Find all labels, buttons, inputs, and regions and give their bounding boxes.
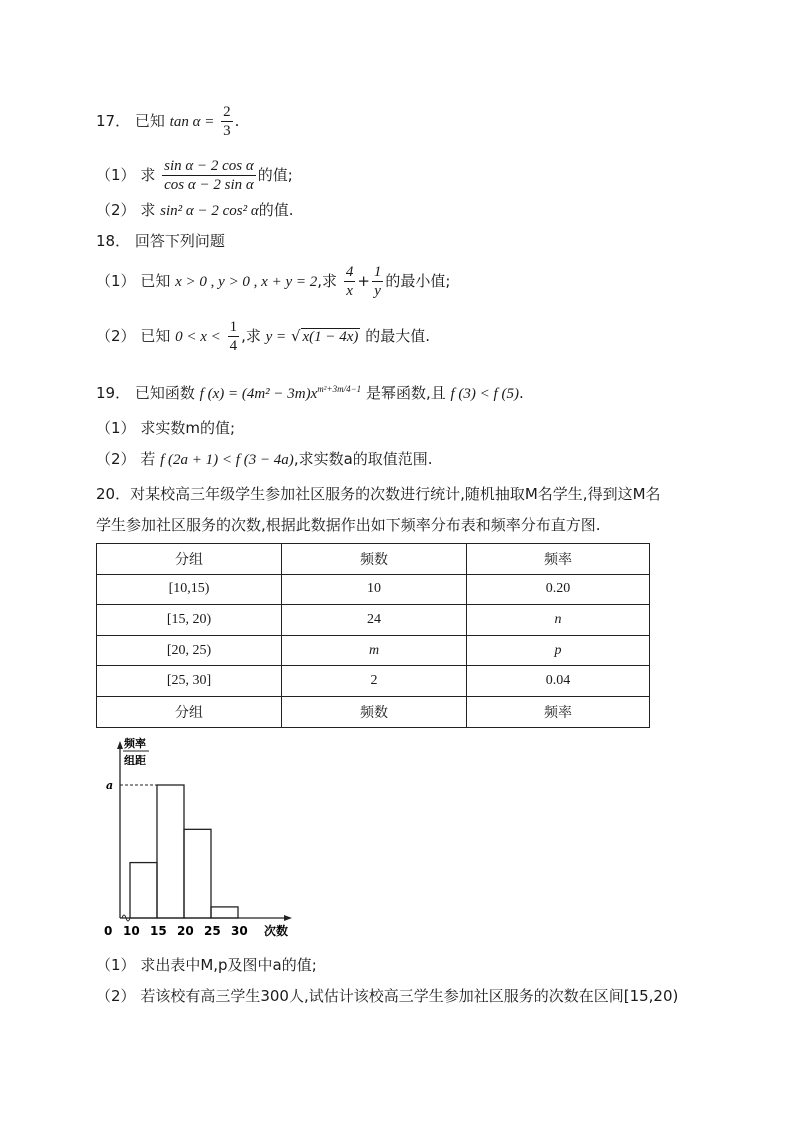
q17-part1-num: sin α − 2 cos α [164, 158, 254, 174]
q20-part2-label: （2） [96, 987, 136, 1005]
x-tick-label: 30 [231, 924, 248, 938]
q19-exponent: m²+3m/4−1 [317, 384, 362, 394]
q17-given-num: 2 [223, 104, 231, 120]
x-tick-labels [104, 924, 248, 938]
x-tick-label: 15 [150, 924, 167, 938]
table-cell: [25, 30] [97, 666, 282, 697]
table-cell: 分组 [97, 696, 282, 727]
q17-stem [96, 103, 239, 140]
q18-part1-frac2-den: y [374, 283, 381, 299]
q19-part2-expr: f (2a + 1) < f (3 − 4a) [160, 452, 294, 468]
q17-part1-label: （1） [96, 166, 136, 184]
q20-part2 [96, 986, 678, 1006]
x-tick-label: 25 [204, 924, 221, 938]
q17-end: . [234, 112, 240, 130]
q20-stem-line1 [96, 484, 661, 504]
table-row [97, 574, 650, 605]
table-cell: [15, 20) [97, 605, 282, 636]
table-row [97, 666, 650, 697]
q17-part1 [96, 157, 293, 194]
q19-part1-label: （1） [96, 419, 136, 437]
table-cell: 10 [282, 574, 467, 605]
q17-part1-lead: 求 [140, 166, 156, 184]
q19-end: . [518, 384, 524, 402]
q18-part2-cond: 0 < x < [175, 329, 221, 345]
q18-part2 [96, 318, 430, 355]
q18-part1-frac1-num: 4 [345, 264, 354, 280]
x-axis-arrow-icon [284, 915, 292, 921]
q19-part2-lead: 若 [140, 450, 156, 468]
table-cell: p [467, 635, 650, 666]
table-cell: [10,15) [97, 574, 282, 605]
q19-part2-label: （2） [96, 450, 136, 468]
histogram-bar [211, 907, 238, 918]
q19-stem [96, 379, 524, 404]
q20-part1-label: （1） [96, 956, 136, 974]
q20-part2-text: 若该校有高三学生300人,试估计该校高三学生参加社区服务的次数在区间[15,20) [140, 987, 679, 1005]
q20-number: 20． [96, 485, 131, 503]
q20-part1 [96, 955, 317, 975]
x-tick-label: 20 [177, 924, 194, 938]
q18-title: 回答下列问题 [134, 232, 225, 250]
q18-part1-frac1-den: x [346, 283, 353, 299]
table-cell: 频数 [282, 544, 467, 575]
q17-part2-label: （2） [96, 201, 136, 219]
q17-lead: 已知 [134, 112, 165, 130]
q18-part1-label: （1） [96, 272, 136, 290]
q17-given-fraction [221, 103, 233, 140]
table-cell: 0.20 [467, 574, 650, 605]
q17-part2-lead: 求 [140, 201, 156, 219]
q19-number: 19． [96, 384, 131, 402]
sqrt-icon: √ [290, 327, 301, 345]
frequency-table [96, 543, 650, 728]
table-cell: 2 [282, 666, 467, 697]
q17-part1-tail: 的值; [257, 166, 293, 184]
table-cell: m [282, 635, 467, 666]
q18-part2-frac-den: 4 [229, 338, 238, 354]
q18-part1-frac2 [372, 263, 384, 300]
histogram [104, 736, 304, 940]
table-cell: 0.04 [467, 666, 650, 697]
q18-part1-tail: 的最小值; [385, 272, 451, 290]
table-header-row [97, 544, 650, 575]
x-tick-label: 10 [123, 924, 140, 938]
q19-part2 [96, 449, 433, 470]
histogram-bar [130, 863, 157, 918]
histogram-bar [184, 829, 211, 918]
ylabel-bottom: 组距 [124, 754, 146, 767]
q18-part2-tail: 的最大值. [365, 327, 430, 345]
q19-part2-tail: ,求实数a的取值范围. [293, 450, 433, 468]
table-footer-row [97, 696, 650, 727]
table-row [97, 605, 650, 636]
q18-part2-label: （2） [96, 327, 136, 345]
y-axis-arrow-icon [117, 741, 123, 749]
q17-number: 17． [96, 112, 131, 130]
q18-part1 [96, 263, 450, 300]
table-cell: 分组 [97, 544, 282, 575]
q18-part2-radicand: x(1 − 4x) [302, 329, 359, 345]
q18-part1-frac1 [344, 263, 356, 300]
q19-func: f (x) = (4m² − 3m)x [199, 386, 318, 402]
table-cell: n [467, 605, 650, 636]
q18-part2-frac-num: 1 [229, 319, 238, 335]
q19-mid: 是幂函数,且 [365, 384, 446, 402]
ylabel-top: 频率 [124, 737, 146, 750]
q17-given-lhs: tan α = [169, 114, 215, 130]
xlabel: 次数 [264, 924, 289, 938]
table-cell: 24 [282, 605, 467, 636]
q17-part1-fraction [162, 157, 256, 194]
q17-part2 [96, 200, 294, 221]
q18-part1-frac2-num: 1 [373, 264, 382, 280]
q18-stem [96, 231, 225, 251]
q20-line2: 学生参加社区服务的次数,根据此数据作出如下频率分布表和频率分布直方图. [96, 516, 601, 534]
q19-cond: f (3) < f (5) [450, 386, 519, 402]
table-cell: [20, 25) [97, 635, 282, 666]
x-tick-label: 0 [104, 924, 113, 938]
q20-line1: 对某校高三年级学生参加社区服务的次数进行统计,随机抽取M名学生,得到这M名 [130, 485, 661, 503]
q18-part1-plus: + [357, 272, 370, 290]
q19-lead: 已知函数 [134, 384, 195, 402]
q17-given-den: 3 [223, 123, 231, 139]
bars-group [130, 785, 238, 918]
q17-part2-expr: sin² α − 2 cos² α [160, 203, 259, 219]
table-cell: 频率 [467, 696, 650, 727]
q18-part2-mid: ,求 [241, 327, 261, 345]
q20-stem-line2 [96, 515, 601, 535]
a-label: a [106, 779, 114, 792]
q17-part2-tail: 的值. [258, 201, 294, 219]
q18-part2-lead: 已知 [140, 327, 171, 345]
q19-part1 [96, 418, 235, 438]
q18-number: 18． [96, 232, 131, 250]
q18-part2-y: y = [265, 329, 287, 345]
q17-part1-den: cos α − 2 sin α [164, 177, 254, 193]
q18-part1-mid: ,求 [317, 272, 338, 290]
histogram-bar [157, 785, 184, 918]
q18-part2-fraction [228, 318, 240, 355]
table-cell: 频率 [467, 544, 650, 575]
table-row [97, 635, 650, 666]
q18-part1-lead: 已知 [140, 272, 171, 290]
q20-part1-text: 求出表中M,p及图中a的值; [140, 956, 317, 974]
q19-part1-text: 求实数m的值; [140, 419, 235, 437]
q18-part1-cond: x > 0 , y > 0 , x + y = 2 [175, 274, 318, 290]
table-cell: 频数 [282, 696, 467, 727]
